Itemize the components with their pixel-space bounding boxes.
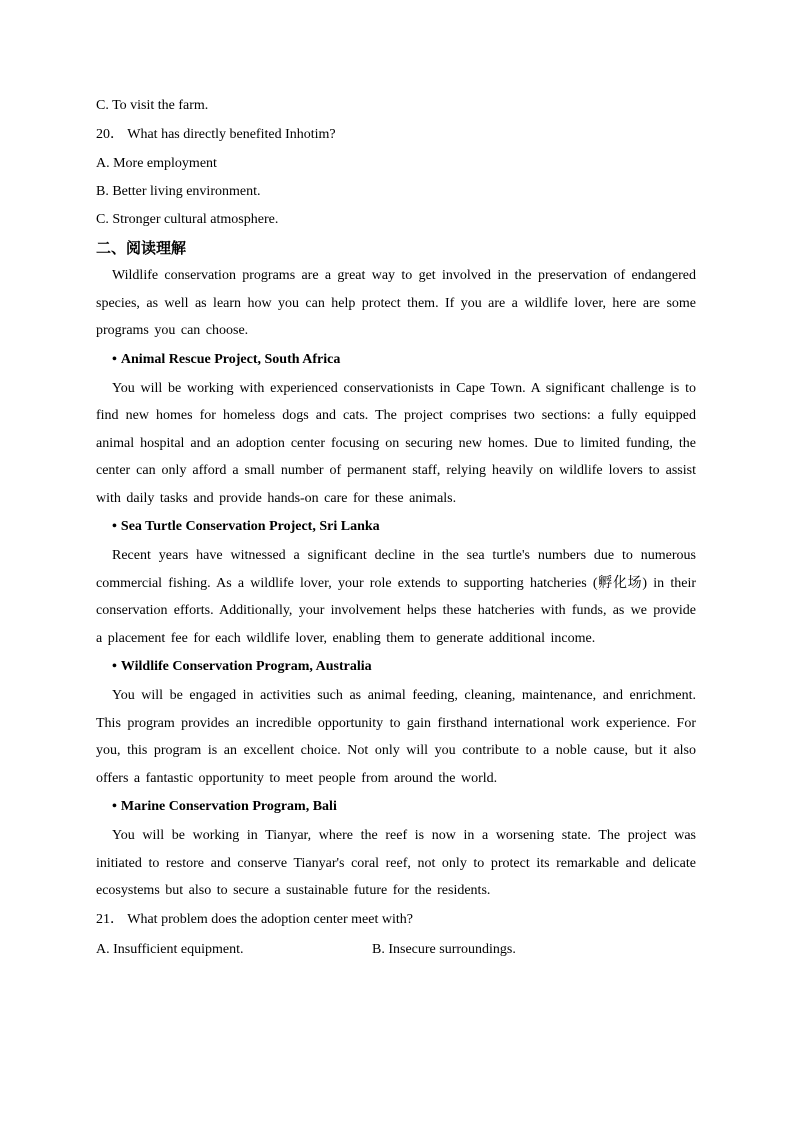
- program-title: Animal Rescue Project, South Africa: [120, 351, 341, 367]
- program-text-south-africa: You will be working with experienced conservationists in Cape Town. A significant challenge is to find new homes for homeless dogs and cats. The project comprises two sections: a fully equipped animal hospital and an adoption center focusing on securing new homes. Due to limited funding, the center can only afford a small number of permanent staff, relying heavily on wildlife lovers to assist with daily tasks and provide hands-on care for these animals.: [96, 380, 696, 506]
- document-page: [96, 92, 696, 965]
- q21-option-b: B. Insecure surroundings.: [372, 941, 516, 957]
- q20-option-b: B. Better living environment.: [96, 184, 261, 199]
- bullet-icon: •: [112, 799, 117, 814]
- program-heading-south-africa: [96, 345, 696, 375]
- q21-option-a: A. Insufficient equipment.: [96, 941, 244, 957]
- question-21: 21． What problem does the adoption center meet with?: [96, 911, 413, 927]
- intro-paragraph: Wildlife conservation programs are a great way to get involved in the preservation of endangered species, as well as learn how you can help protect them. If you are a wildlife lover, here are some programs you can choose.: [96, 268, 696, 338]
- q19-option-c: C. To visit the farm.: [96, 98, 209, 113]
- question-20: 20． What has directly benefited Inhotim?: [96, 127, 336, 142]
- bullet-icon: •: [112, 351, 117, 367]
- program-text-australia: You will be engaged in activities such as animal feeding, cleaning, maintenance, and enrichment. This program provides an incredible opportunity to gain firsthand international work experience. For you, this program is an excellent choice. Not only will you contribute to a noble cause, but it also offers a fantastic opportunity to meet people from around the world.: [96, 688, 696, 786]
- bullet-icon: •: [112, 659, 117, 674]
- program-heading-sri-lanka: [96, 512, 696, 542]
- program-title: Marine Conservation Program, Bali: [120, 799, 337, 814]
- program-text-sri-lanka: Recent years have witnessed a significant decline in the sea turtle's numbers due to numerous commercial fishing. As a wildlife lover, your role extends to supporting hatcheries (孵化场) in their conservation efforts. Additionally, your involvement helps these hatcheries with funds, as we provide a placement fee for each wildlife lover, enabling them to generate additional income.: [96, 548, 696, 646]
- q20-option-c: C. Stronger cultural atmosphere.: [96, 212, 279, 227]
- program-title: Wildlife Conservation Program, Australia: [120, 659, 372, 674]
- program-text-bali: You will be working in Tianyar, where the reef is now in a worsening state. The project was initiated to restore and conserve Tianyar's coral reef, not only to protect its remarkable and delicate ecosystems but also to secure a sustainable future for the residents.: [96, 828, 696, 898]
- q20-option-a: A. More employment: [96, 156, 217, 171]
- program-heading-australia: [96, 652, 696, 682]
- program-title: Sea Turtle Conservation Project, Sri Lanka: [120, 519, 380, 534]
- program-heading-bali: [96, 792, 696, 822]
- section-title: 二、阅读理解: [96, 239, 187, 257]
- q21-options: [96, 935, 696, 965]
- bullet-icon: •: [112, 519, 117, 534]
